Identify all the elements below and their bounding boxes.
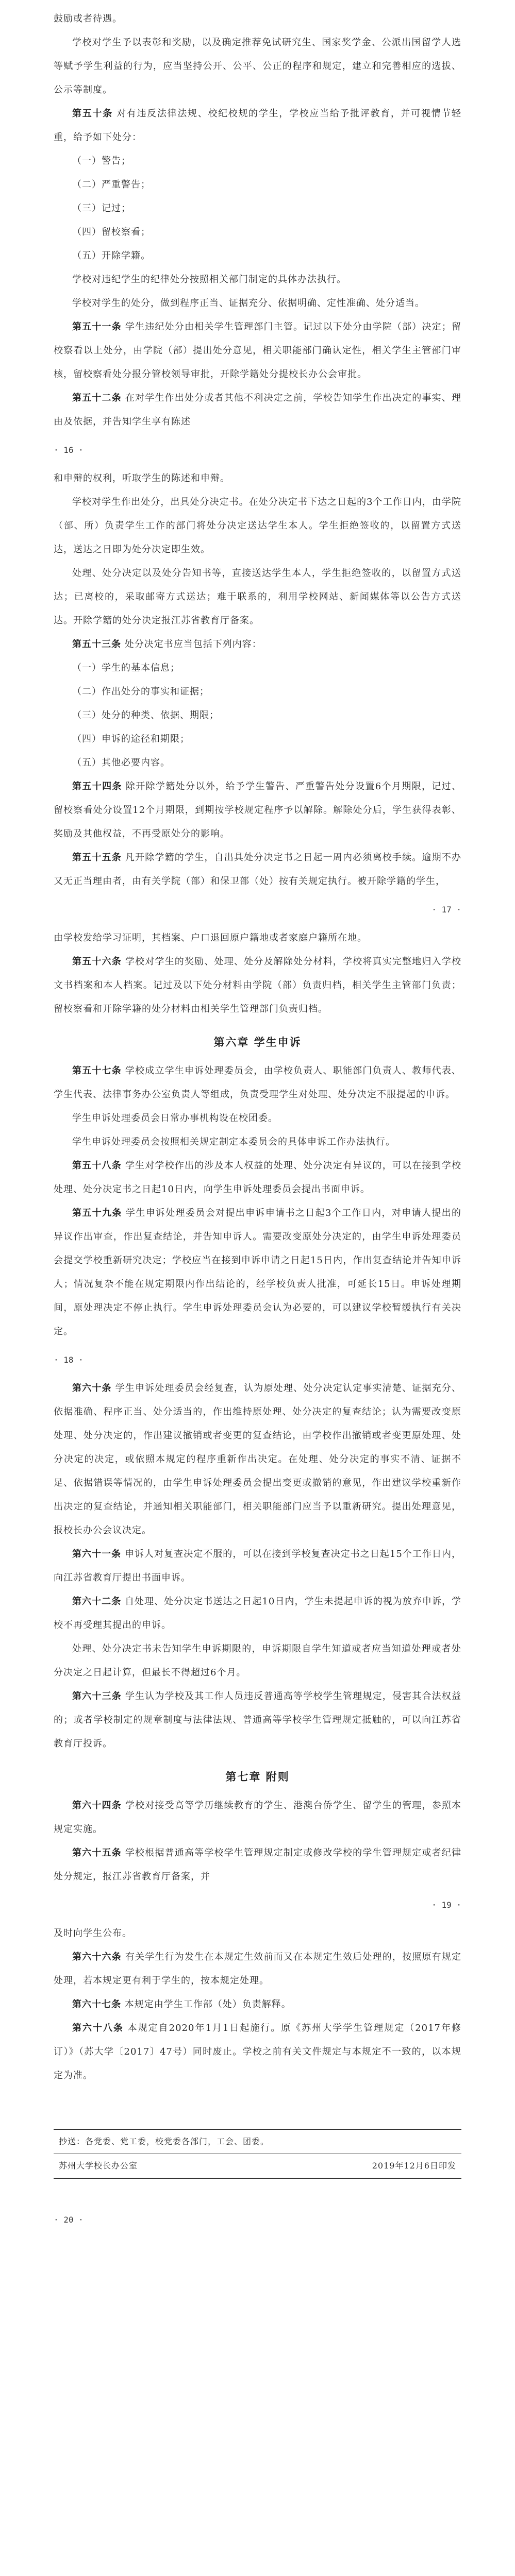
article-text: 处分决定书应当包括下列内容： [121,639,262,650]
article-number: 第五十八条 [72,1160,122,1171]
article-number: 第六十六条 [72,1952,122,1962]
chapter-heading: 第七章 附则 [225,1771,290,1783]
page-number: · 20 · [54,2215,84,2225]
list-item: （五）其他必要内容。 [72,757,170,768]
paragraph: 学生申诉处理委员会日常办事机构设在校团委。 [72,1113,278,1124]
page-number: · 18 · [54,1355,84,1365]
article-56 [54,950,461,1021]
paragraph: 及时向学生公布。 [54,1928,132,1939]
footer-cc-row [54,2130,461,2154]
paragraph: 和申辩的权利，听取学生的陈述和申辩。 [54,473,230,484]
article-61 [54,1543,461,1590]
paragraph: 学生申诉处理委员会按照相关规定制定本委员会的具体申诉工作办法执行。 [72,1137,395,1147]
footer-issuer-row [54,2154,461,2178]
article-57 [54,1059,461,1107]
page-number: · 17 · [431,905,461,914]
paragraph: 学校对学生的处分，做到程序正当、证据充分、依据明确、定性准确、处分适当。 [72,298,425,309]
article-text: 对有违反法律法规、校纪校规的学生，学校应当给予批评教育，并可视情节轻重，给予如下处分： [54,108,462,143]
article-60 [54,1377,461,1543]
article-number: 第六十二条 [72,1596,122,1607]
article-68 [54,2016,461,2088]
article-58 [54,1154,461,1201]
article-59 [54,1201,461,1344]
page-number: · 16 · [54,445,84,455]
article-text: 学校成立学生申诉处理委员会，由学校负责人、职能部门负责人、教师代表、学生代表、法律事务办公室负责人等组成，负责受理学生对处理、处分决定不服提起的申诉。 [54,1065,462,1100]
article-53 [54,633,461,656]
article-52 [54,386,461,434]
article-50 [54,102,461,149]
list-item: （三）记过； [72,203,131,214]
list-item: （五）开除学籍。 [72,250,151,261]
article-number: 第五十一条 [72,321,122,332]
list-item: （三）处分的种类、依据、期限； [72,710,219,721]
article-text: 有关学生行为发生在本规定生效前而又在本规定生效后处理的，按照原有规定处理，若本规定更有利于学生的，按本规定处理。 [54,1952,462,1986]
footer-date: 2019年12月6日印发 [372,2161,456,2171]
article-number: 第六十条 [72,1383,112,1394]
article-54 [54,775,461,846]
article-62 [54,1590,461,1637]
article-text: 学生申诉处理委员会经复查，认为原处理、处分决定认定事实清楚、证据充分、依据准确、程序正当、处分适当的，作出维持原处理、处分决定的复查结论；认为需要改变原处理、处分决定的，作出建议撤销或者变更的复查结论，由学校作出撤销或者变更原处理、处分决定的决定，或依照本规定的程序重新作出决定。在处理、处分决定的事实不清、证据不足、依据错误等情况的，由学生申诉处理委员会提出变更或撤销的意见，作出建议学校重新作出决定的复查结论，并通知相关职能部门，相关职能部门应当予以重新研究。提出处理意见，报校长办公会议决定。 [54,1383,462,1536]
paragraph: 处理、处分决定以及处分告知书等，直接送达学生本人，学生拒绝签收的，以留置方式送达；已离校的，采取邮寄方式送达；难于联系的，利用学校网站、新闻媒体等以公告方式送达。开除学籍的处分决定报江苏省教育厅备案。 [54,568,461,626]
paragraph: 学校对违纪学生的纪律处分按照相关部门制定的具体办法执行。 [72,274,346,285]
article-text: 本规定由学生工作部（处）负责解释。 [121,1999,291,2010]
paragraph: 处理、处分决定书未告知学生申诉期限的，申诉期限自学生知道或者应当知道处理或者处分决定之日起计算，但最长不得超过6个月。 [54,1643,461,1678]
article-63 [54,1685,461,1756]
footer-office: 苏州大学校长办公室 [59,2161,138,2171]
paragraph: 由学校发给学习证明，其档案、户口退回原户籍地或者家庭户籍所在地。 [54,933,367,943]
list-item: （二）严重警告； [72,179,151,190]
footer-cc: 抄送：各党委、党工委，校党委各部门，工会、团委。 [59,2137,270,2146]
article-number: 第五十四条 [72,781,122,792]
article-number: 第五十二条 [72,393,122,403]
article-number: 第五十条 [72,108,113,119]
article-number: 第六十七条 [72,1999,121,2010]
article-51 [54,315,461,386]
article-text: 本规定自2020年1月1日起施行。原《苏州大学学生管理规定（2017年修订）》（苏大学〔2017〕47号）同时废止。学校之前有关文件规定与本规定不一致的，以本规定为准。 [54,2023,461,2081]
list-item: （二）作出处分的事实和证据； [72,686,209,697]
article-number: 第六十八条 [72,2023,124,2033]
article-text: 学生申诉处理委员会对提出申诉申请书之日起3个工作日内，对申请人提出的异议作出审查，作出复查结论，并告知申诉人。需要改变原处分决定的，由学生申诉处理委员会提交学校重新研究决定；学校应当在接到申诉申请之日起15日内，作出复查结论并告知申诉人；情况复杂不能在规定期限内作出结论的，经学校负责人批准，可延长15日。申诉处理期间，原处理决定不停止执行。学生申诉处理委员会认为必要的，可以建议学校暂缓执行有关决定。 [54,1208,462,1337]
article-text: 申诉人对复查决定不服的，可以在接到学校复查决定书之日起15个工作日内，向江苏省教育厅提出书面申诉。 [54,1549,462,1583]
article-67 [54,1993,461,2016]
article-number: 第五十六条 [72,956,122,967]
article-number: 第五十三条 [72,639,121,650]
article-text: 凡开除学籍的学生，自出具处分决定书之日起一周内必须离校手续。逾期不办又无正当理由者，由有关学院（部）和保卫部（处）按有关规定执行。被开除学籍的学生， [54,852,462,887]
list-item: （一）学生的基本信息； [72,663,180,673]
article-text: 学生认为学校及其工作人员违反普通高等学校学生管理规定，侵害其合法权益的；或者学校制定的规章制度与法律法规、普通高等学校学生管理规定抵触的，可以向江苏省教育厅投诉。 [54,1691,462,1749]
article-55 [54,846,461,893]
article-text: 学生对学校作出的涉及本人权益的处理、处分决定有异议的，可以在接到学校处理、处分决定书之日起10日内，向学生申诉处理委员会提出书面申诉。 [54,1160,462,1195]
article-66 [54,1945,461,1993]
paragraph: 学校对学生予以表彰和奖励，以及确定推荐免试研究生、国家奖学金、公派出国留学人选等赋予学生利益的行为，应当坚持公开、公平、公正的程序和规定，建立和完善相应的选拔、公示等制度。 [54,37,461,95]
list-item: （四）申诉的途径和期限； [72,734,190,744]
list-item: （四）留校察看； [72,227,151,238]
article-text: 学校对接受高等学历继续教育的学生、港澳台侨学生、留学生的管理，参照本规定实施。 [54,1800,462,1835]
page-number: · 19 · [431,1900,461,1910]
article-number: 第六十四条 [72,1800,122,1811]
article-text: 在对学生作出处分或者其他不利决定之前，学校告知学生作出决定的事实、理由及依据，并告知学生享有陈述 [54,393,462,427]
distribution-footer [54,2129,461,2179]
article-number: 第五十七条 [72,1065,122,1076]
article-64 [54,1794,461,1841]
paragraph: 鼓励或者待遇。 [54,13,122,24]
article-text: 自处理、处分决定书送达之日起10日内，学生未提起申诉的视为放弃申诉，学校不再受理其提出的申诉。 [54,1596,462,1631]
article-text: 学校根据普通高等学校学生管理规定制定或修改学校的学生管理规定或者纪律处分规定，报江苏省教育厅备案，并 [54,1848,462,1882]
list-item: （一）警告； [72,156,131,166]
paragraph: 学校对学生作出处分，出具处分决定书。在处分决定书下达之日起的3个工作日内，由学院（部、所）负责学生工作的部门将处分决定送达学生本人。学生拒绝签收的，以留置方式送达，送达之日即为处分决定即生效。 [54,497,461,555]
article-text: 学校对学生的奖励、处理、处分及解除处分材料，学校将真实完整地归入学校文书档案和本人档案。记过及以下处分材料由学院（部）负责归档，相关学生主管部门负责；留校察看和开除学籍的处分材料由相关学生管理部门负责归档。 [54,956,462,1014]
chapter-heading: 第六章 学生申诉 [213,1036,302,1048]
article-number: 第五十五条 [72,852,122,863]
article-65 [54,1841,461,1889]
article-text: 学生违纪处分由相关学生管理部门主管。记过以下处分由学院（部）决定；留校察看以上处分，由学院（部）提出处分意见，相关职能部门确认定性，相关学生主管部门审核，留校察看处分报分管校领导审批，开除学籍处分提校长办公会审批。 [54,321,462,380]
article-number: 第六十三条 [72,1691,122,1702]
article-number: 第六十五条 [72,1848,122,1858]
article-number: 第五十九条 [72,1208,122,1218]
article-text: 除开除学籍处分以外，给予学生警告、严重警告处分设置6个月期限，记过、留校察看处分设置12个月期限，到期按学校规定程序予以解除。解除处分后，学生获得表彰、奖励及其他权益，不再受原处分的影响。 [54,781,462,839]
article-number: 第六十一条 [72,1549,122,1560]
